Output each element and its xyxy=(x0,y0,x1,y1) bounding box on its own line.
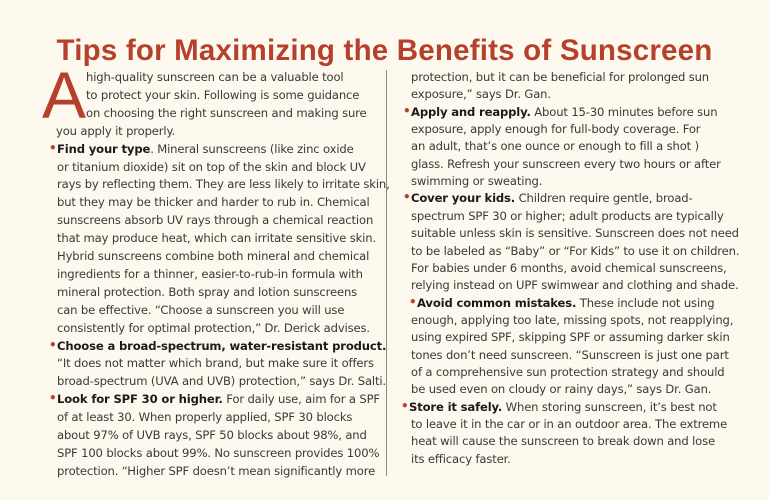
paragraph-line xyxy=(411,174,542,188)
paragraph-line xyxy=(57,142,354,156)
paragraph-line xyxy=(57,303,344,317)
paragraph-line xyxy=(411,365,725,379)
bullet-text: to leave it in the car or in an outdoor area. The extreme xyxy=(411,417,728,431)
paragraph-line xyxy=(411,209,724,223)
paragraph-line xyxy=(57,446,379,460)
bullet-text: spectrum SPF 30 or higher; adult products are typically xyxy=(411,208,724,223)
paragraph-line xyxy=(411,191,693,205)
bullet-text: SPF 100 blocks about 99%. No sunscreen provides 100% xyxy=(57,445,380,460)
paragraph-line xyxy=(57,160,366,174)
paragraph-line xyxy=(57,267,363,281)
paragraph-line xyxy=(57,464,375,478)
bullet-text: to be labeled as “Baby” or “For Kids” to use it on children. xyxy=(411,243,740,258)
bullet-heading: Cover your kids. xyxy=(411,191,516,206)
paragraph-line xyxy=(411,417,727,431)
bullet-text: but they may be thicker and harder to rub in. Chemical xyxy=(57,195,370,210)
bullet-icon: • xyxy=(49,391,57,406)
bullet-heading: Find your type xyxy=(57,141,151,156)
paragraph-line xyxy=(409,400,717,414)
bullet-text: swimming or sweating. xyxy=(411,174,543,189)
paragraph-line xyxy=(57,339,386,353)
bullet-text: exposure,” says Dr. Gan. xyxy=(411,87,551,102)
bullet-text: sunscreens absorb UV rays through a chemical reaction xyxy=(57,213,374,228)
intro-line: high-quality sunscreen can be a valuable tool xyxy=(86,70,344,84)
bullet-text: mineral protection. Both spray and lotion sunscreens xyxy=(57,284,358,299)
bullet-text: ingredients for a thinner, easier-to-rub-in formula with xyxy=(57,266,363,281)
bullet-icon: • xyxy=(401,398,409,413)
bullet-text: protection, but it can be beneficial for prolonged sun xyxy=(411,70,709,84)
article-title: Tips for Maximizing the Benefits of Sunscreen xyxy=(56,33,713,67)
paragraph-line xyxy=(411,139,699,153)
bullet-text: an adult, that’s one ounce or enough to fill a shot ) xyxy=(411,139,699,154)
column-divider xyxy=(386,70,387,476)
paragraph-line xyxy=(411,122,700,136)
bullet-text: or titanium dioxide) sit on top of the skin and block UV xyxy=(57,159,366,174)
bullet-text: of at least 30. When properly applied, SPF 30 blocks xyxy=(57,410,353,425)
bullet-heading: Choose a broad-spectrum, water-resistant product. xyxy=(57,338,387,353)
bullet-icon: • xyxy=(409,294,417,309)
bullet-text: protection. “Higher SPF doesn’t mean significantly more xyxy=(57,463,376,478)
paragraph-line xyxy=(57,177,390,191)
bullet-text: “It does not matter which brand, but make sure it offers xyxy=(57,356,374,371)
bullet-text: . Mineral sunscreens (like zinc oxide xyxy=(150,141,354,156)
bullet-text: enough, applying too late, missing spots, not reapplying, xyxy=(411,312,734,327)
intro-line: on choosing the right sunscreen and making sure xyxy=(86,105,367,120)
bullet-text: Children require gentle, broad- xyxy=(515,191,693,206)
bullet-text: about 97% of UVB rays, SPF 50 blocks about 98%, and xyxy=(57,428,367,442)
bullet-text: consistently for optimal protection,” Dr. Derick advises. xyxy=(57,320,370,335)
paragraph-line xyxy=(411,278,739,292)
bullet-text: When storing sunscreen, it’s best not xyxy=(502,399,717,414)
paragraph-line xyxy=(411,434,715,448)
bullet-heading: Store it safely. xyxy=(409,399,503,414)
bullet-text: These include not using xyxy=(576,295,715,310)
bullet-text: its efficacy faster. xyxy=(411,451,511,466)
paragraph-line xyxy=(57,392,380,406)
bullet-heading: Avoid common mistakes. xyxy=(417,295,577,310)
paragraph-line xyxy=(57,374,386,388)
paragraph-line xyxy=(411,348,729,362)
paragraph-line xyxy=(417,296,714,310)
bullet-text: For daily use, aim for a SPF xyxy=(222,392,380,407)
paragraph-line xyxy=(411,87,551,101)
paragraph-line xyxy=(411,244,739,258)
bullet-text: About 15-30 minutes before sun xyxy=(530,104,718,119)
paragraph-line xyxy=(57,249,369,263)
paragraph-line xyxy=(411,70,709,84)
drop-cap: A xyxy=(42,58,87,132)
paragraph-line xyxy=(411,157,721,171)
paragraph-line xyxy=(57,410,352,424)
paragraph-line xyxy=(411,452,511,466)
paragraph-line xyxy=(411,330,730,344)
bullet-text: relying instead on UPF swimwear and clothing and shade. xyxy=(411,278,739,293)
paragraph-line xyxy=(57,356,374,370)
bullet-text: For babies under 6 months, avoid chemical sunscreens, xyxy=(411,260,727,275)
bullet-icon: • xyxy=(49,337,57,352)
bullet-heading: Apply and reapply. xyxy=(411,104,531,119)
paragraph-line xyxy=(57,321,370,335)
intro-line: you apply it properly. xyxy=(56,123,176,138)
bullet-text: can be effective. “Choose a sunscreen you will use xyxy=(57,302,345,317)
paragraph-line xyxy=(411,382,711,396)
bullet-text: Hybrid sunscreens combine both mineral and chemical xyxy=(57,249,370,263)
bullet-text: of a comprehensive sun protection strategy and should xyxy=(411,364,725,379)
paragraph-line xyxy=(57,428,367,442)
intro-line: to protect your skin. Following is some guidance xyxy=(86,87,360,102)
bullet-text: be used even on cloudy or rainy days,” says Dr. Gan. xyxy=(411,382,712,397)
bullet-icon: • xyxy=(403,103,411,118)
paragraph-line xyxy=(57,231,376,245)
bullet-text: glass. Refresh your sunscreen every two hours or after xyxy=(411,156,721,171)
bullet-text: suitable unless skin is sensitive. Sunscreen does not need xyxy=(411,226,739,241)
paragraph-line xyxy=(57,213,373,227)
bullet-heading: Look for SPF 30 or higher. xyxy=(57,392,223,407)
paragraph-line xyxy=(411,226,739,240)
paragraph-line xyxy=(57,195,370,209)
paragraph-line xyxy=(411,105,717,119)
bullet-icon: • xyxy=(49,140,57,155)
paragraph-line xyxy=(57,285,357,299)
paragraph-line xyxy=(411,261,727,275)
bullet-icon: • xyxy=(403,190,411,205)
bullet-text: that may produce heat, which can irritate sensitive skin. xyxy=(57,231,376,246)
paragraph-line xyxy=(411,313,733,327)
bullet-text: broad-spectrum (UVA and UVB) protection,” says Dr. Salti. xyxy=(57,374,386,389)
bullet-text: exposure, apply enough for full-body coverage. For xyxy=(411,122,701,137)
bullet-text: rays by reflecting them. They are less likely to irritate skin, xyxy=(57,177,390,192)
bullet-text: heat will cause the sunscreen to break down and lose xyxy=(411,434,715,449)
bullet-text: using expired SPF, skipping SPF or assuming darker skin xyxy=(411,330,730,345)
bullet-text: tones don’t need sunscreen. “Sunscreen is just one part xyxy=(411,347,729,362)
